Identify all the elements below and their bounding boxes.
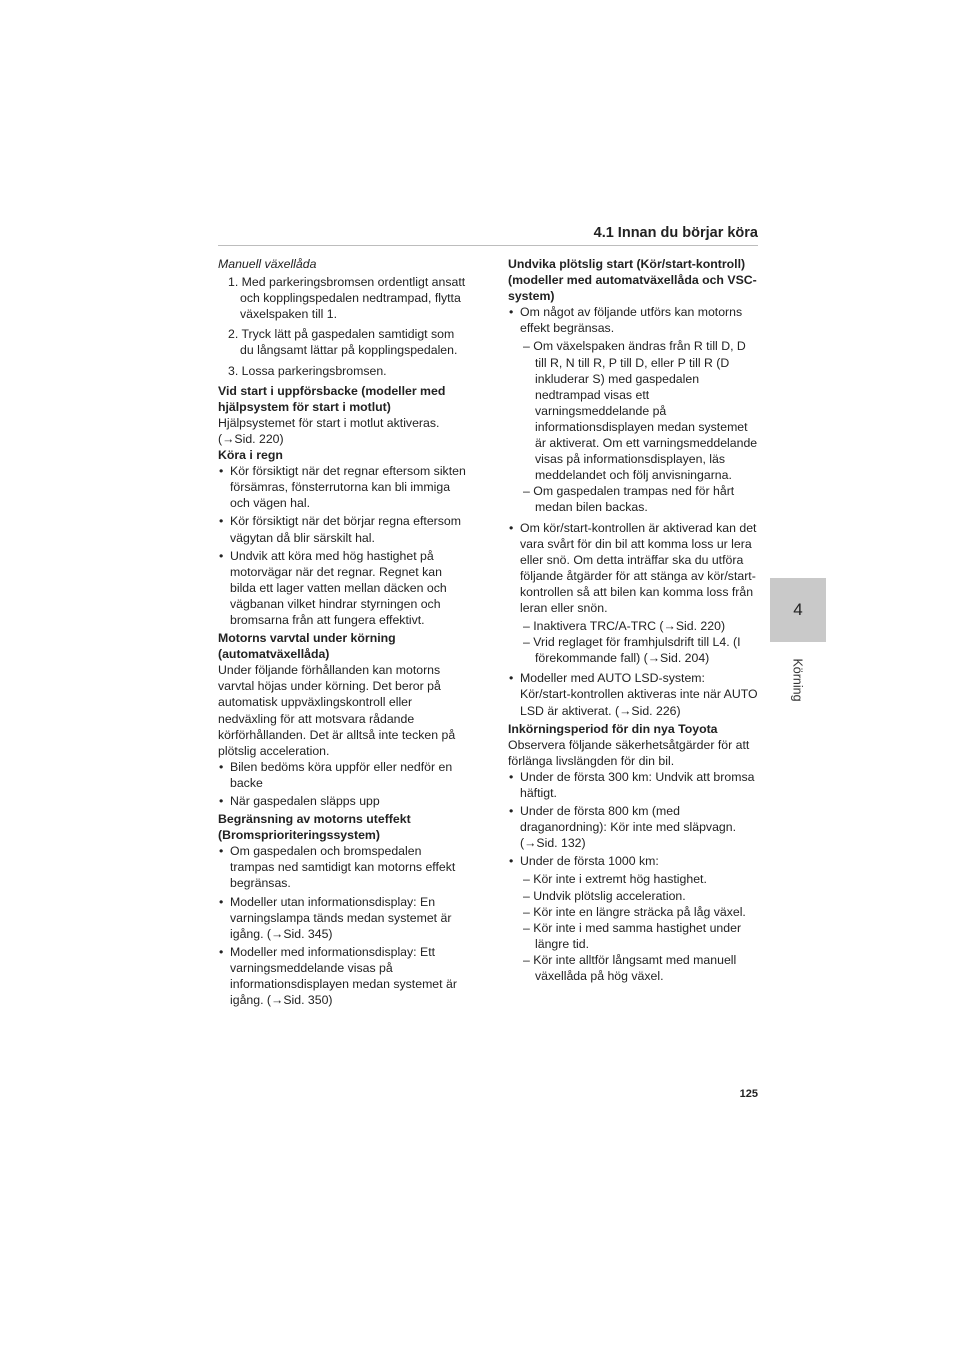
rain-heading: Köra i regn bbox=[218, 448, 283, 463]
sudden-sub-item: – Vrid reglaget för framhjulsdrift till L4. (I förekommande fall) (→Sid. 204) bbox=[523, 635, 741, 666]
sudden-sub-item: – Inaktivera TRC/A-TRC (→Sid. 220) bbox=[523, 619, 726, 634]
breakin-sub-item: – Kör inte en längre sträcka på låg växel. bbox=[523, 904, 746, 919]
brake-bullet: • Modeller utan informationsdisplay: En varningslampa tänds medan systemet är igång. (→Sid. 345) bbox=[218, 894, 468, 942]
hill-heading: Vid start i uppförsbacke (modeller med hjälpsystem för start i motlut) bbox=[218, 383, 446, 414]
manual-title: Manuell växellåda bbox=[218, 257, 317, 271]
sudden-start-heading: Undvika plötslig start (Kör/start-kontroll) (modeller med automatväxellåda och VSC-system) bbox=[508, 257, 757, 304]
sudden-sub-item: – Om växelspaken ändras från R till D, D till R, N till R, P till D, eller P till R (D inkluderar S) med gaspedalen nedtrampad visas ett varningsmeddelande på informationsdisplayen medan systemet är aktiverat. Om ett varningsmeddelande visas på informationsdisplayen, läs meddelandet och följ anvisningarna. bbox=[523, 339, 758, 483]
breakin-bullet: • Under de första 1000 km: bbox=[508, 853, 758, 869]
rpm-bullet: • När gaspedalen släpps upp bbox=[218, 793, 468, 809]
sudden-bullet: • Om kör/start-kontrollen är aktiverad kan det vara svårt för din bil att komma loss ur lera eller snö. Om detta inträffar ska du utföra följande åtgärder för att stänga av kör/start-kontrollen så att bilen kan komma loss från leran eller snön. bbox=[508, 520, 758, 617]
breakin-bullet: • Under de första 300 km: Undvik att bromsa häftigt. bbox=[508, 769, 758, 801]
breakin-heading: Inkörningsperiod för din nya Toyota bbox=[508, 721, 718, 736]
breakin-sub-item: – Kör inte alltför långsamt med manuell växellåda på hög växel. bbox=[523, 952, 737, 984]
brake-bullet: • Modeller med informationsdisplay: Ett varningsmeddelande visas på informationsdisplayen medan systemet är igång. (→Sid. 350) bbox=[218, 944, 468, 1008]
sudden-bullet: • Modeller med AUTO LSD-system: Kör/start-kontrollen aktiveras inte när AUTO LSD är aktiverat. (→Sid. 226) bbox=[508, 670, 758, 718]
chapter-number: 4 bbox=[793, 600, 803, 619]
section-title: 4.1 Innan du börjar köra bbox=[593, 225, 758, 241]
rain-bullet: • Kör försiktigt när det regnar eftersom sikten försämras, fönsterrutorna kan bli immiga och vägen hal. bbox=[218, 463, 468, 511]
breakin-sub-item: – Kör inte i extremt hög hastighet. bbox=[523, 872, 707, 887]
breakin-text: Observera följande säkerhetsåtgärder för att förlänga livslängden för din bil. bbox=[508, 737, 750, 768]
manual-step: 1. Med parkeringsbromsen ordentligt ansatt och kopplingspedalen nedtrampad, flytta växelspaken till 1. bbox=[228, 275, 466, 322]
page-number: 125 bbox=[739, 1088, 758, 1100]
sudden-bullet: • Om något av följande utförs kan motorns effekt begränsas. bbox=[508, 304, 758, 336]
chapter-tab[interactable] bbox=[770, 578, 826, 642]
header-divider bbox=[218, 245, 758, 246]
left-column bbox=[218, 256, 468, 1010]
right-column bbox=[508, 256, 758, 984]
hill-text: Hjälpsystemet för start i motlut aktiveras. (→Sid. 220) bbox=[218, 415, 440, 446]
breakin-bullet: • Under de första 800 km (med draganordning): Kör inte med släpvagn. (→Sid. 132) bbox=[508, 803, 758, 851]
sudden-sub-item: – Om gaspedalen trampas ned för hårt medan bilen backas. bbox=[523, 484, 735, 515]
rpm-bullet: • Bilen bedöms köra uppför eller nedför en backe bbox=[218, 759, 468, 791]
manual-step: 2. Tryck lätt på gaspedalen samtidigt som du långsamt lättar på kopplingspedalen. bbox=[228, 327, 458, 358]
brake-heading: Begränsning av motorns uteffekt (Bromsprioriteringssystem) bbox=[218, 812, 411, 843]
manual-step: 3. Lossa parkeringsbromsen. bbox=[228, 363, 387, 378]
breakin-sub-item: – Undvik plötslig acceleration. bbox=[523, 888, 686, 903]
breakin-sub-item: – Kör inte i med samma hastighet under längre tid. bbox=[523, 920, 742, 951]
chapter-label-text: Körning bbox=[791, 658, 805, 702]
rain-bullet: • Kör försiktigt när det börjar regna eftersom vägytan då blir särskilt hal. bbox=[218, 513, 468, 545]
chapter-label bbox=[770, 650, 826, 710]
brake-bullet: • Om gaspedalen och bromspedalen trampas ned samtidigt kan motorns effekt begränsas. bbox=[218, 843, 468, 891]
rain-bullet: • Undvik att köra med hög hastighet på motorvägar när det regnar. Regnet kan bilda ett lager vatten mellan däcken och vägbanan vilket hindrar styrningen och bromsarna från att fungera effektivt. bbox=[218, 548, 468, 628]
rpm-heading: Motorns varvtal under körning (automatväxellåda) bbox=[218, 631, 396, 662]
rpm-text: Under följande förhållanden kan motorns varvtal höjas under körning. Det beror på automatisk uppväxlingskontroll eller nedväxling för att motsvara rådande körförhållanden. Det är alltså inte tecken på plötslig acceleration. bbox=[218, 663, 456, 758]
